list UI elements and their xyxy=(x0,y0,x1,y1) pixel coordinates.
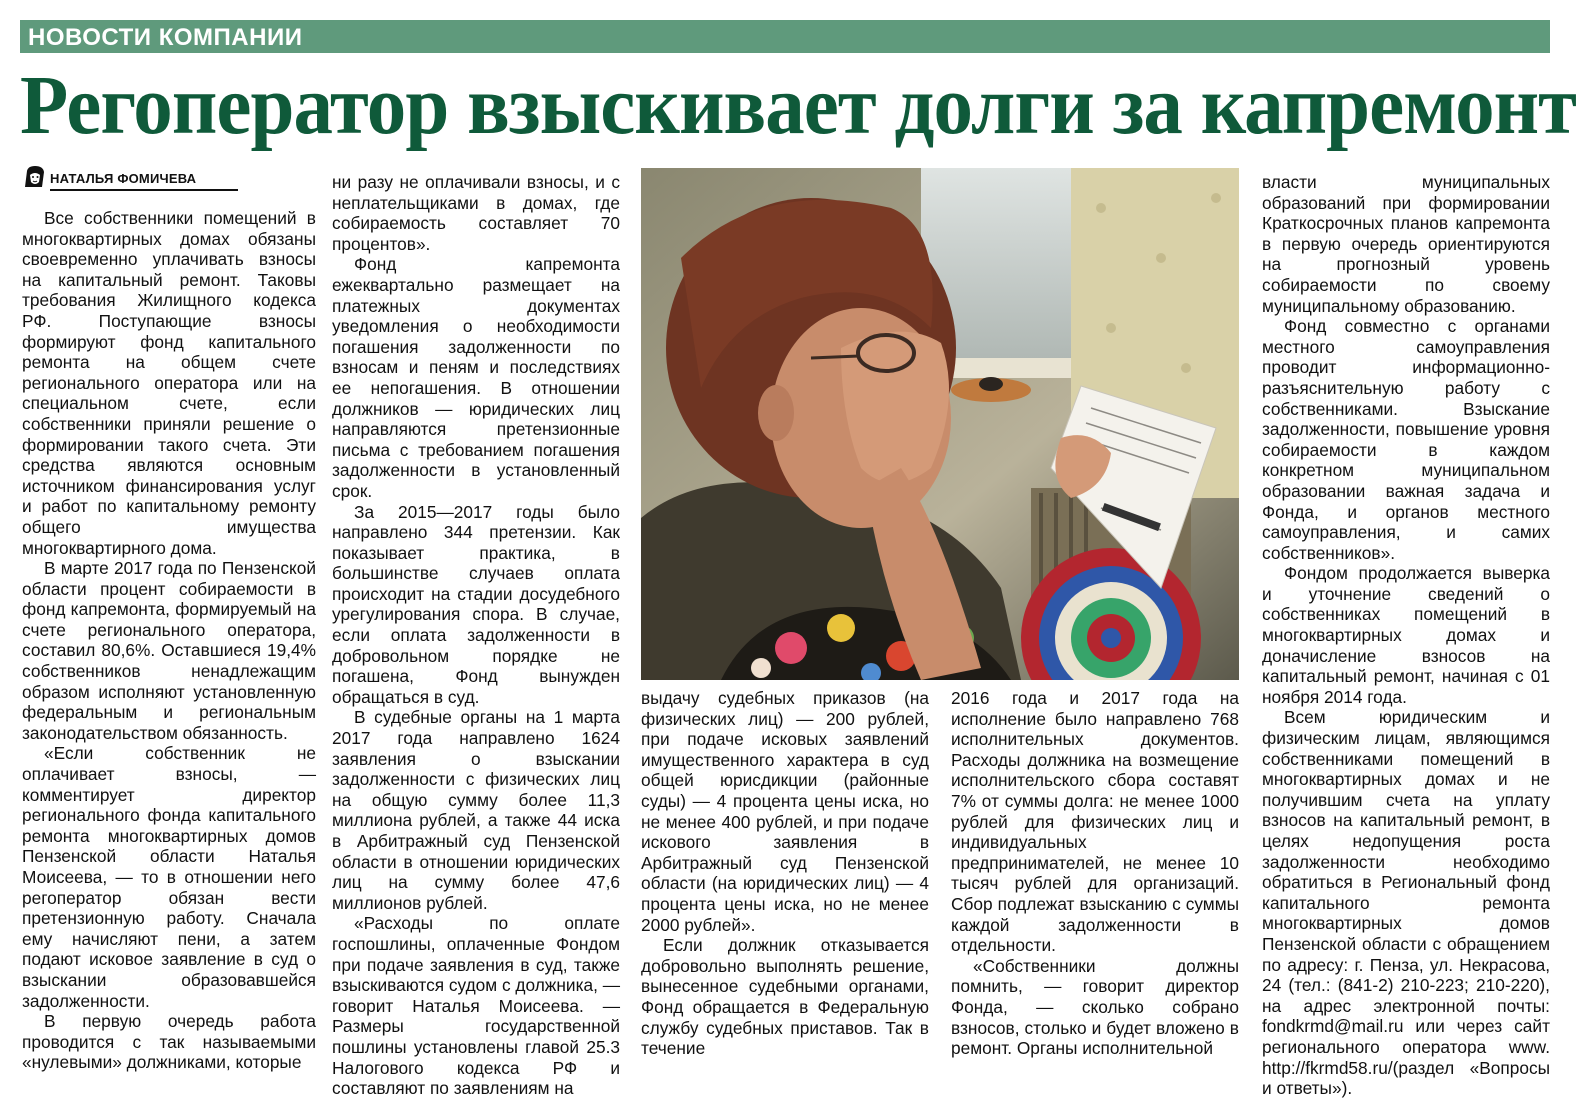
paragraph: 2016 года и 2017 года на исполнение было направлено 768 исполнительных документов. Расходы должника на возмещение исполнительского сбора составят 7% от суммы долга: не менее 1000 рублей для физических лиц и индивидуальных предпринимателей, не менее 10 тысяч рублей для организаций. Сбор подлежат взысканию с суммы каждой задолженности в отдельности. xyxy=(951,688,1239,956)
paragraph: Фондом продолжается выверка и уточнение сведений о собственниках помещений в многоквартирных домах и доначисление взносов на капитальный ремонт, начиная с 01 ноября 2014 года. xyxy=(1262,563,1550,707)
article-column-5 xyxy=(1262,172,1550,1099)
paragraph: В марте 2017 года по Пензенской области процент собираемости в фонд капремонта, формируемый на счете регионального оператора, составил 80,6%. Оставшиеся 19,4% собственников ненадлежащим образом исполняют установленную федеральным и региональным законодательством обязанность. xyxy=(22,558,316,743)
paragraph: «Собственники должны помнить, — говорит директор Фонда, — сколько собрано взносов, столько и будет вложено в ремонт. Органы исполнительной xyxy=(951,955,1239,1059)
paragraph: Фонд капремонта ежеквартально размещает на платежных документах уведомления о необходимости погашения задолженности по взносам и пеням и последствиях ее непогашения. В отношении должников — юридических лиц направляются претензионные письма с требованием погашения задолженности в установленный срок. xyxy=(332,254,620,501)
paragraph: Всем юридическим и физическим лицам, являющимся собственниками помещений в многоквартирных домах и не получившим счета на уплату взносов на капитальный ремонт, в целях недопущения роста задолженности необходимо обратиться в Региональный фонд капитального ремонта многоквартирных домов Пензенской области с обращением по адресу: г. Пенза, ул. Некрасова, 24 (тел.: (841-2) 210-223; 210-220), на адрес электронной почты: fondkrmd@mail.ru или через сайт регионального оператора www. http://fkrmd58.ru/(раздел «Вопросы и ответы»). xyxy=(1262,707,1550,1099)
paragraph: В первую очередь работа проводится с так называемыми «нулевыми» должниками, которые xyxy=(22,1011,316,1073)
section-rubric-bar xyxy=(20,20,1550,53)
byline-rule xyxy=(50,189,238,191)
byline xyxy=(22,165,317,191)
paragraph: выдачу судебных приказов (на физических лиц) — 200 рублей, при подаче исковых заявлений имущественного характера в суд общей юрисдикции (районные суды) — 4 процента цены иска, но не менее 400 рублей, и при подаче искового заявления в Арбитражный суд Пензенской области (на юридических лиц) — 4 процента цены иска, но не менее 2000 рублей». xyxy=(641,688,929,935)
article-column-2 xyxy=(332,172,620,1099)
article-column-3 xyxy=(641,688,929,1059)
paragraph: В судебные органы на 1 марта 2017 года направлено 1624 заявления о взыскании задолженности с физических лиц на общую сумму более 11,3 миллиона рублей, а также 44 иска в Арбитражный суд Пензенской области в отношении юридических лиц на сумму более 47,6 миллионов рублей. xyxy=(332,707,620,913)
article-column-1 xyxy=(22,208,316,1073)
article-photo xyxy=(641,168,1239,680)
paragraph: Если должник отказывается добровольно выполнять решение, вынесенное судебными органами, Фонд обращается в Федеральную службу судебных приставов. Так в течение xyxy=(641,935,929,1059)
paragraph: Все собственники помещений в многоквартирных домах обязаны своевременно уплачивать взносы на капитальный ремонт. Таковы требования Жилищного кодекса РФ. Поступающие взносы формируют фонд капитального ремонта на общем счете регионального оператора или на специальном счете, если собственники приняли решение о формировании такого счета. Эти средства являются основным источником финансирования услуг и работ по капитальному ремонту общего имущества многоквартирного дома. xyxy=(22,208,316,558)
author-portrait-icon xyxy=(22,165,48,189)
paragraph: ни разу не оплачивали взносы, и с неплательщиками в домах, где собираемость составляет 70 процентов». xyxy=(332,172,620,254)
paragraph: власти муниципальных образований при формировании Краткосрочных планов капремонта в первую очередь ориентируются на прогнозный уровень собираемости по своему муниципальному образованию. xyxy=(1262,172,1550,316)
author-name: НАТАЛЬЯ ФОМИЧЕВА xyxy=(50,171,197,186)
section-rubric: НОВОСТИ КОМПАНИИ xyxy=(28,24,303,51)
article-headline: Регоператор взыскивает долги за капремонт xyxy=(20,59,1576,152)
paragraph: «Расходы по оплате госпошлины, оплаченные Фондом при подаче заявления в суд, также взыскиваются судом с должника, — говорит Наталья Моисеева. — Размеры государственной пошлины установлены главой 25.3 Налогового кодекса РФ и составляют по заявлениям на xyxy=(332,913,621,1099)
paragraph: За 2015—2017 годы было направлено 344 претензии. Как показывает практика, в большинстве случаев оплата происходит на стадии досудебного урегулирования спора. В случае, если оплата задолженности в добровольном порядке не погашена, Фонд вынужден обращаться в суд. xyxy=(332,501,620,707)
paragraph: Фонд совместно с органами местного самоуправления проводит информационно-разъяснительную работу с собственниками. Взыскание задолженности, повышение уровня собираемости в каждом конкретном муниципальном образовании важная задача и Фонда, и органов местного самоуправления, и самих собственников». xyxy=(1262,316,1550,563)
article-column-4 xyxy=(951,688,1239,1059)
paragraph: «Если собственник не оплачивает взносы, — комментирует директор регионального фонда капитального ремонта многоквартирных домов Пензенской области Наталья Моисеева, — то в отношении него регоператор обязан вести претензионную работу. Сначала ему начисляют пени, а затем подают исковое заявление в суд о взыскании образовавшейся задолженности. xyxy=(22,743,316,1011)
woman-reading-bill-photo xyxy=(641,168,1239,680)
